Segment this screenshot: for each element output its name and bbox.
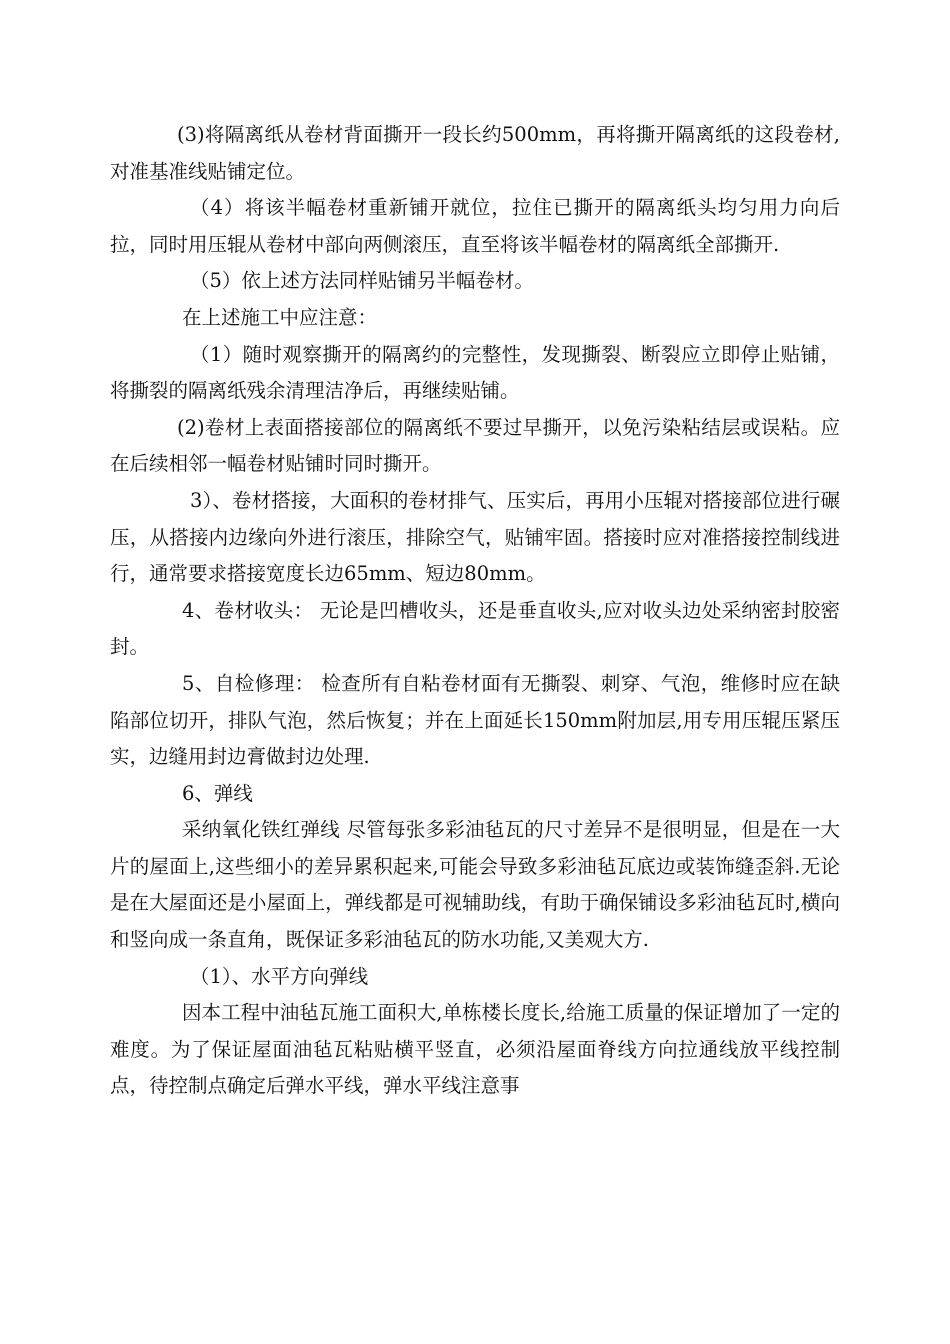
document-body bbox=[110, 117, 840, 1105]
paragraph-edge-finish: 4、卷材收头： 无论是凹槽收头，还是垂直收头,应对收头边处采纳密封胶密封。 bbox=[110, 598, 840, 659]
paragraph-attention-1: （1）随时观察撕开的隔离约的完整性，发现撕裂、断裂应立即停止贴铺，将撕裂的隔离纸残余清理洁净后，再继续贴铺。 bbox=[110, 342, 840, 403]
paragraph-attention-heading: 在上述施工中应注意： bbox=[182, 305, 378, 329]
paragraph-attention-2: (2)卷材上表面搭接部位的隔离纸不要过早撕开，以免污染粘结层或误粘。应在后续相邻一幅卷材贴铺时同时撕开。 bbox=[110, 415, 840, 476]
paragraph-snap-line-heading: 6、弹线 bbox=[182, 781, 253, 805]
paragraph-step-3: (3)将隔离纸从卷材背面撕开一段长约500mm，再将撕开隔离纸的这段卷材,对准基准线贴铺定位。 bbox=[110, 123, 840, 183]
paragraph-overlap: 3）、卷材搭接，大面积的卷材排气、压实后，再用小压辊对搭接部位进行碾压，从搭接内边缘向外进行滚压，排除空气，贴铺牢固。搭接时应对准搭接控制线进行，通常要求搭接宽度长边65mm、短边80mm。 bbox=[110, 488, 840, 586]
paragraph-horizontal-heading: （1）、水平方向弹线 bbox=[190, 964, 369, 988]
paragraph-step-4: （4）将该半幅卷材重新铺开就位，拉住已撕开的隔离纸头均匀用力向后拉，同时用压辊从卷材中部向两侧滚压，直至将该半幅卷材的隔离纸全部撕开. bbox=[110, 196, 840, 256]
paragraph-horizontal: 因本工程中油毡瓦施工面积大,单栋楼长度长,给施工质量的保证增加了一定的难度。为了保证屋面油毡瓦粘贴横平竖直，必须沿屋面脊线方向拉通线放平线控制点，待控制点确定后弹水平线，弹水平线注意事 bbox=[110, 1001, 840, 1098]
paragraph-self-inspection: 5、自检修理： 检查所有自粘卷材面有无撕裂、刺穿、气泡，维修时应在缺陷部位切开，排队气泡，然后恢复；并在上面延长150mm附加层,用专用压辊压紧压实，边缝用封边膏做封边处理. bbox=[110, 671, 840, 769]
paragraph-snap-line: 采纳氧化铁红弹线 尽管每张多彩油毡瓦的尺寸差异不是很明显，但是在一大片的屋面上,这些细小的差异累积起来,可能会导致多彩油毡瓦底边或装饰缝歪斜.无论是在大屋面还是小屋面上，弹线都是可视辅助线，有助于确保铺设多彩油毡瓦时,横向和竖向成一条直角，既保证多彩油毡瓦的防水功能,又美观大方. bbox=[110, 818, 840, 952]
paragraph-step-5: （5）依上述方法同样贴铺另半幅卷材。 bbox=[190, 269, 534, 293]
